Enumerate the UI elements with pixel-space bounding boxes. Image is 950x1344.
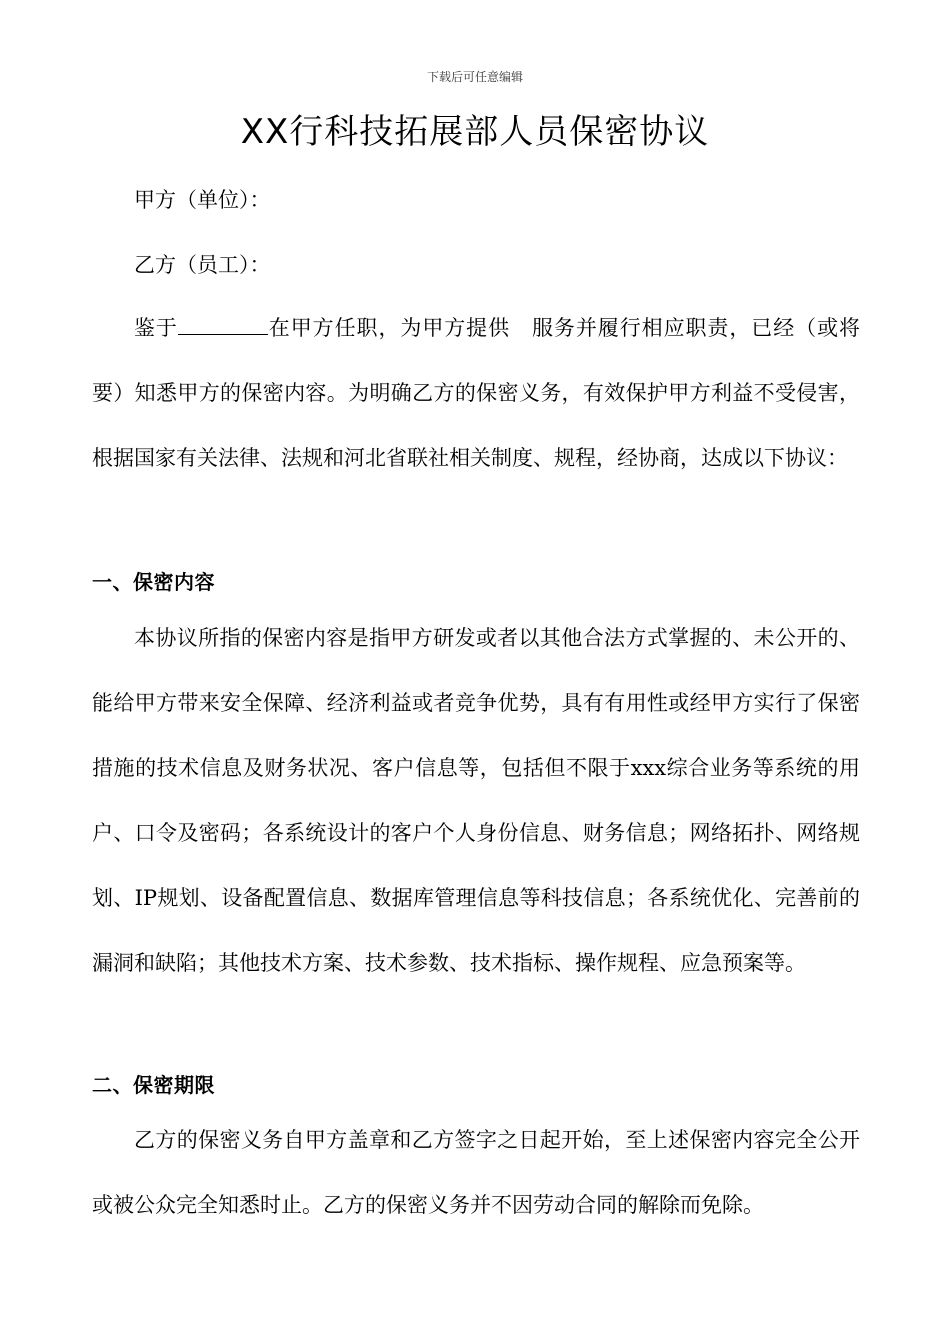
section-body-confidentiality-period: 乙方的保密义务自甲方盖章和乙方签字之日起开始，至上述保密内容完全公开或被公众完全知悉时止。乙方的保密义务并不因劳动合同的解除而免除。	[92, 1128, 860, 1217]
intro-text: 在甲方任职，为甲方提供 服务并履行相应职责，已经（或将要）知悉甲方的保密内容。为明确乙方的保密义务，有效保护甲方利益不受侵害，根据国家有关法律、法规和河北省联社相关制度、规程，经协商，达成以下协议：	[92, 316, 861, 470]
header-note: 下载后可任意编辑	[426, 70, 523, 84]
section-body-confidential-content: 本协议所指的保密内容是指甲方研发或者以其他合法方式掌握的、未公开的、能给甲方带来安全保障、经济利益或者竞争优势，具有有用性或经甲方实行了保密措施的技术信息及财务状况、客户信息等，包括但不限于xxx综合业务等系统的用户、口令及密码；各系统设计的客户个人身份信息、财务信息；网络拓扑、网络规划、IP规划、设备配置信息、数据库管理信息等科技信息；各系统优化、完善前的漏洞和缺陷；其他技术方案、技术参数、技术指标、操作规程、应急预案等。	[92, 626, 860, 975]
party-a-label: 甲方（单位）：	[134, 188, 271, 212]
party-b-label: 乙方（员工）：	[134, 253, 271, 277]
employee-name-blank	[178, 312, 268, 335]
section-heading-confidential-content: 一、保密内容	[92, 570, 215, 594]
intro-paragraph	[92, 296, 860, 491]
section-heading-confidentiality-period: 二、保密期限	[92, 1073, 215, 1097]
intro-prefix: 鉴于	[134, 316, 178, 340]
document-title: XX行科技拓展部人员保密协议	[240, 112, 710, 152]
